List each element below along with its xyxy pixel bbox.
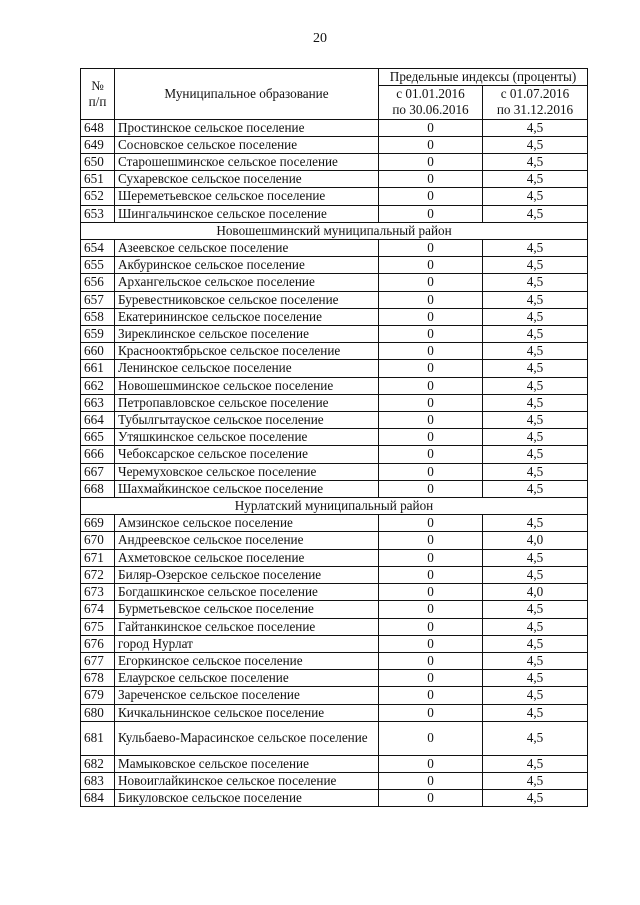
index-period-1: 0 bbox=[379, 326, 483, 343]
index-period-2: 4,5 bbox=[483, 618, 588, 635]
index-period-2: 4,0 bbox=[483, 532, 588, 549]
index-period-2: 4,5 bbox=[483, 274, 588, 291]
index-period-2: 4,5 bbox=[483, 687, 588, 704]
index-period-2: 4,5 bbox=[483, 326, 588, 343]
municipality-name: Андреевское сельское поселение bbox=[115, 532, 379, 549]
header-period-1 bbox=[379, 86, 483, 119]
header-number bbox=[81, 69, 115, 120]
municipality-name: Простинское сельское поселение bbox=[115, 119, 379, 136]
index-period-2: 4,5 bbox=[483, 119, 588, 136]
index-period-1: 0 bbox=[379, 429, 483, 446]
row-number: 673 bbox=[81, 584, 115, 601]
table-row bbox=[81, 480, 588, 497]
index-period-2: 4,5 bbox=[483, 652, 588, 669]
row-number: 650 bbox=[81, 154, 115, 171]
table-row bbox=[81, 154, 588, 171]
municipality-name: Шингальчинское сельское поселение bbox=[115, 205, 379, 222]
index-period-1: 0 bbox=[379, 343, 483, 360]
municipality-name: Утяшкинское сельское поселение bbox=[115, 429, 379, 446]
index-period-1: 0 bbox=[379, 257, 483, 274]
table-row bbox=[81, 635, 588, 652]
municipality-name: Акбуринское сельское поселение bbox=[115, 257, 379, 274]
index-period-2: 4,5 bbox=[483, 635, 588, 652]
index-period-2: 4,5 bbox=[483, 446, 588, 463]
index-period-1: 0 bbox=[379, 755, 483, 772]
municipality-name: Тубылгытауское сельское поселение bbox=[115, 412, 379, 429]
table-body bbox=[81, 119, 588, 807]
index-period-2: 4,0 bbox=[483, 584, 588, 601]
index-period-1: 0 bbox=[379, 136, 483, 153]
index-period-1: 0 bbox=[379, 171, 483, 188]
row-number: 661 bbox=[81, 360, 115, 377]
row-number: 657 bbox=[81, 291, 115, 308]
index-period-2: 4,5 bbox=[483, 154, 588, 171]
row-number: 652 bbox=[81, 188, 115, 205]
index-period-1: 0 bbox=[379, 652, 483, 669]
index-period-1: 0 bbox=[379, 670, 483, 687]
table-row bbox=[81, 463, 588, 480]
index-period-2: 4,5 bbox=[483, 240, 588, 257]
index-period-1: 0 bbox=[379, 515, 483, 532]
table-row bbox=[81, 343, 588, 360]
table-row bbox=[81, 412, 588, 429]
index-period-1: 0 bbox=[379, 205, 483, 222]
page-number: 20 bbox=[313, 31, 327, 46]
table-row bbox=[81, 515, 588, 532]
row-number: 670 bbox=[81, 532, 115, 549]
table-row bbox=[81, 566, 588, 583]
municipality-name: Екатерининское сельское поселение bbox=[115, 308, 379, 325]
index-period-2: 4,5 bbox=[483, 601, 588, 618]
municipality-name: Буревестниковское сельское поселение bbox=[115, 291, 379, 308]
municipality-name: Гайтанкинское сельское поселение bbox=[115, 618, 379, 635]
row-number: 676 bbox=[81, 635, 115, 652]
district-name: Нурлатский муниципальный район bbox=[81, 498, 588, 515]
index-period-2: 4,5 bbox=[483, 171, 588, 188]
district-name: Новошешминский муниципальный район bbox=[81, 222, 588, 239]
table-row bbox=[81, 291, 588, 308]
row-number: 653 bbox=[81, 205, 115, 222]
table-row bbox=[81, 532, 588, 549]
table-row bbox=[81, 601, 588, 618]
row-number: 660 bbox=[81, 343, 115, 360]
index-period-2: 4,5 bbox=[483, 721, 588, 755]
index-period-1: 0 bbox=[379, 635, 483, 652]
index-period-2: 4,5 bbox=[483, 515, 588, 532]
table-row bbox=[81, 618, 588, 635]
row-number: 663 bbox=[81, 394, 115, 411]
index-period-2: 4,5 bbox=[483, 188, 588, 205]
index-period-2: 4,5 bbox=[483, 480, 588, 497]
index-period-2: 4,5 bbox=[483, 136, 588, 153]
index-period-2: 4,5 bbox=[483, 205, 588, 222]
table-row bbox=[81, 274, 588, 291]
index-period-2: 4,5 bbox=[483, 412, 588, 429]
table-row bbox=[81, 188, 588, 205]
row-number: 651 bbox=[81, 171, 115, 188]
table-row bbox=[81, 429, 588, 446]
table-row bbox=[81, 377, 588, 394]
municipality-name: Кульбаево-Марасинское сельское поселение bbox=[115, 721, 379, 755]
index-period-2: 4,5 bbox=[483, 377, 588, 394]
index-period-1: 0 bbox=[379, 687, 483, 704]
table-row bbox=[81, 171, 588, 188]
municipality-name: Петропавловское сельское поселение bbox=[115, 394, 379, 411]
municipality-name: Кичкальнинское сельское поселение bbox=[115, 704, 379, 721]
index-period-2: 4,5 bbox=[483, 566, 588, 583]
municipality-name: Бурметьевское сельское поселение bbox=[115, 601, 379, 618]
table-row bbox=[81, 687, 588, 704]
index-period-1: 0 bbox=[379, 584, 483, 601]
row-number: 669 bbox=[81, 515, 115, 532]
header-number-label: № п/п bbox=[88, 77, 107, 109]
index-period-1: 0 bbox=[379, 188, 483, 205]
index-period-1: 0 bbox=[379, 308, 483, 325]
table-row bbox=[81, 772, 588, 789]
municipality-name: Старошешминское сельское поселение bbox=[115, 154, 379, 171]
header-period-1-label: с 01.01.2016 по 30.06.2016 bbox=[392, 86, 469, 118]
municipality-name: Ленинское сельское поселение bbox=[115, 360, 379, 377]
index-period-2: 4,5 bbox=[483, 670, 588, 687]
table-row bbox=[81, 652, 588, 669]
index-period-2: 4,5 bbox=[483, 360, 588, 377]
municipality-name: Архангельское сельское поселение bbox=[115, 274, 379, 291]
table-row bbox=[81, 755, 588, 772]
table-row bbox=[81, 136, 588, 153]
index-period-1: 0 bbox=[379, 394, 483, 411]
index-period-1: 0 bbox=[379, 463, 483, 480]
table-row bbox=[81, 326, 588, 343]
municipality-name: Шереметьевское сельское поселение bbox=[115, 188, 379, 205]
index-period-1: 0 bbox=[379, 601, 483, 618]
row-number: 659 bbox=[81, 326, 115, 343]
row-number: 662 bbox=[81, 377, 115, 394]
row-number: 681 bbox=[81, 721, 115, 755]
row-number: 683 bbox=[81, 772, 115, 789]
table-row bbox=[81, 394, 588, 411]
row-number: 679 bbox=[81, 687, 115, 704]
municipality-name: Егоркинское сельское поселение bbox=[115, 652, 379, 669]
municipality-name: Черемуховское сельское поселение bbox=[115, 463, 379, 480]
municipality-name: Зареченское сельское поселение bbox=[115, 687, 379, 704]
row-number: 675 bbox=[81, 618, 115, 635]
row-number: 649 bbox=[81, 136, 115, 153]
index-period-2: 4,5 bbox=[483, 394, 588, 411]
table-row bbox=[81, 446, 588, 463]
index-period-1: 0 bbox=[379, 772, 483, 789]
municipality-name: Чебоксарское сельское поселение bbox=[115, 446, 379, 463]
index-period-2: 4,5 bbox=[483, 790, 588, 807]
index-period-2: 4,5 bbox=[483, 463, 588, 480]
table-row bbox=[81, 240, 588, 257]
municipality-name: Сухаревское сельское поселение bbox=[115, 171, 379, 188]
municipality-name: Ахметовское сельское поселение bbox=[115, 549, 379, 566]
row-number: 655 bbox=[81, 257, 115, 274]
municipality-name: Зиреклинское сельское поселение bbox=[115, 326, 379, 343]
table-row bbox=[81, 119, 588, 136]
index-period-2: 4,5 bbox=[483, 343, 588, 360]
municipality-name: Амзинское сельское поселение bbox=[115, 515, 379, 532]
row-number: 656 bbox=[81, 274, 115, 291]
index-period-1: 0 bbox=[379, 721, 483, 755]
index-period-1: 0 bbox=[379, 704, 483, 721]
row-number: 674 bbox=[81, 601, 115, 618]
index-period-2: 4,5 bbox=[483, 257, 588, 274]
header-indices-group: Предельные индексы (проценты) bbox=[379, 69, 588, 86]
row-number: 672 bbox=[81, 566, 115, 583]
district-row bbox=[81, 498, 588, 515]
municipality-name: Новошешминское сельское поселение bbox=[115, 377, 379, 394]
municipality-name: Мамыковское сельское поселение bbox=[115, 755, 379, 772]
row-number: 678 bbox=[81, 670, 115, 687]
index-period-1: 0 bbox=[379, 154, 483, 171]
index-period-1: 0 bbox=[379, 618, 483, 635]
municipality-name: Краснооктябрьское сельское поселение bbox=[115, 343, 379, 360]
row-number: 684 bbox=[81, 790, 115, 807]
row-number: 677 bbox=[81, 652, 115, 669]
row-number: 671 bbox=[81, 549, 115, 566]
index-period-2: 4,5 bbox=[483, 704, 588, 721]
municipality-name: Биляр-Озерское сельское поселение bbox=[115, 566, 379, 583]
index-period-2: 4,5 bbox=[483, 308, 588, 325]
municipality-name: Новоиглайкинское сельское поселение bbox=[115, 772, 379, 789]
header-period-2-label: с 01.07.2016 по 31.12.2016 bbox=[496, 86, 574, 118]
index-period-2: 4,5 bbox=[483, 429, 588, 446]
index-period-1: 0 bbox=[379, 274, 483, 291]
index-period-2: 4,5 bbox=[483, 755, 588, 772]
index-period-1: 0 bbox=[379, 446, 483, 463]
municipality-name: город Нурлат bbox=[115, 635, 379, 652]
row-number: 664 bbox=[81, 412, 115, 429]
table-row bbox=[81, 257, 588, 274]
municipality-name: Бикуловское сельское поселение bbox=[115, 790, 379, 807]
row-number: 654 bbox=[81, 240, 115, 257]
header-municipality: Муниципальное образование bbox=[115, 69, 379, 120]
row-number: 682 bbox=[81, 755, 115, 772]
index-period-1: 0 bbox=[379, 412, 483, 429]
row-number: 665 bbox=[81, 429, 115, 446]
index-period-1: 0 bbox=[379, 119, 483, 136]
index-period-1: 0 bbox=[379, 790, 483, 807]
index-period-1: 0 bbox=[379, 240, 483, 257]
row-number: 668 bbox=[81, 480, 115, 497]
row-number: 666 bbox=[81, 446, 115, 463]
index-period-1: 0 bbox=[379, 377, 483, 394]
table-row bbox=[81, 549, 588, 566]
row-number: 667 bbox=[81, 463, 115, 480]
table-row bbox=[81, 704, 588, 721]
indices-table bbox=[80, 68, 588, 807]
index-period-2: 4,5 bbox=[483, 772, 588, 789]
row-number: 658 bbox=[81, 308, 115, 325]
index-period-2: 4,5 bbox=[483, 549, 588, 566]
table-row bbox=[81, 360, 588, 377]
municipality-name: Сосновское сельское поселение bbox=[115, 136, 379, 153]
table-header bbox=[81, 69, 588, 120]
municipality-name: Шахмайкинское сельское поселение bbox=[115, 480, 379, 497]
row-number: 648 bbox=[81, 119, 115, 136]
index-period-1: 0 bbox=[379, 532, 483, 549]
table-row bbox=[81, 584, 588, 601]
table-row bbox=[81, 790, 588, 807]
district-row bbox=[81, 222, 588, 239]
row-number: 680 bbox=[81, 704, 115, 721]
header-period-2 bbox=[483, 86, 588, 119]
index-period-1: 0 bbox=[379, 549, 483, 566]
table-row bbox=[81, 670, 588, 687]
municipality-name: Елаурское сельское поселение bbox=[115, 670, 379, 687]
municipality-name: Богдашкинское сельское поселение bbox=[115, 584, 379, 601]
index-period-1: 0 bbox=[379, 566, 483, 583]
index-period-2: 4,5 bbox=[483, 291, 588, 308]
index-period-1: 0 bbox=[379, 291, 483, 308]
table-row bbox=[81, 205, 588, 222]
table-row bbox=[81, 721, 588, 755]
table-row bbox=[81, 308, 588, 325]
index-period-1: 0 bbox=[379, 480, 483, 497]
index-period-1: 0 bbox=[379, 360, 483, 377]
municipality-name: Азеевское сельское поселение bbox=[115, 240, 379, 257]
